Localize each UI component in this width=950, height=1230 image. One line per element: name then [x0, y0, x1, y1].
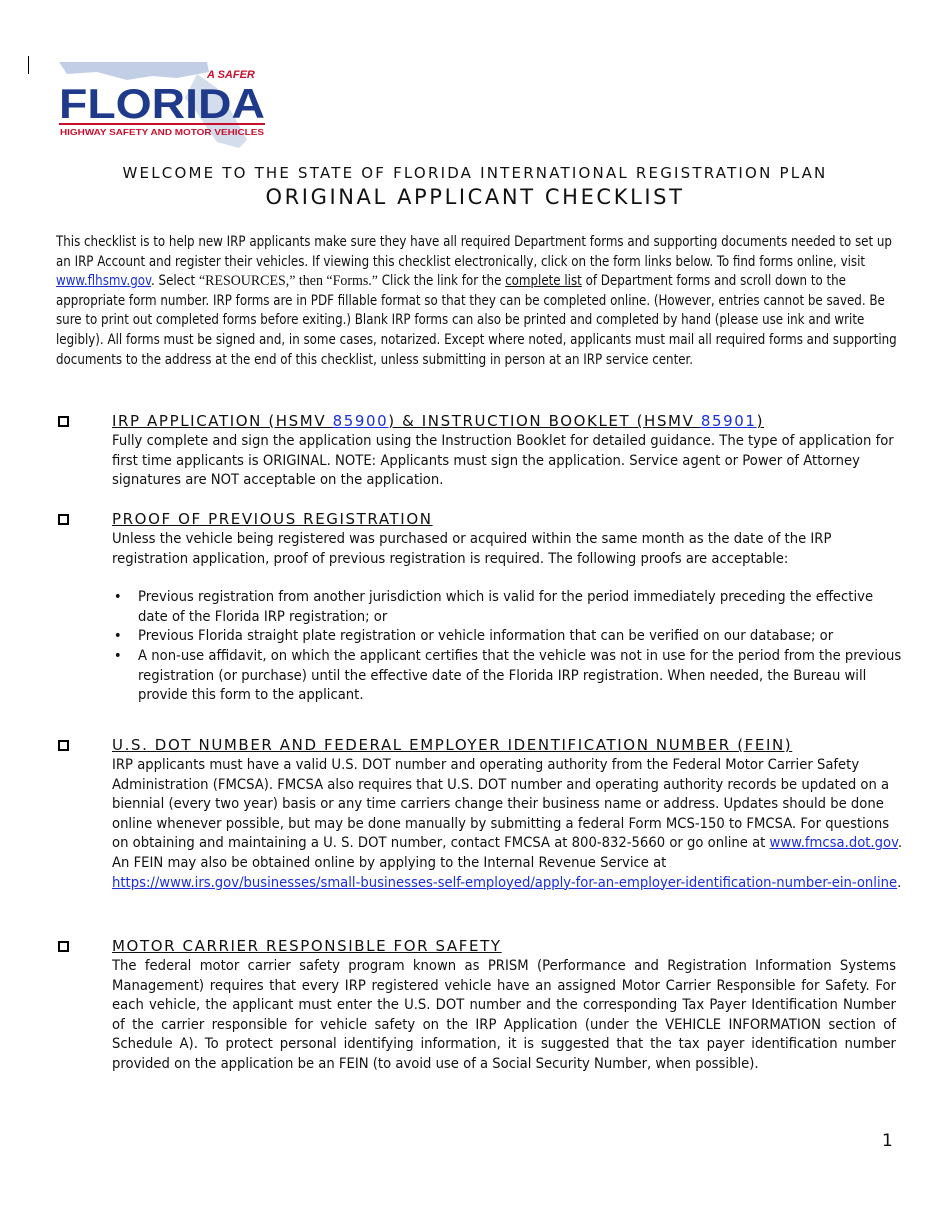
- flhsmv-link[interactable]: www.flhsmv.gov: [56, 273, 152, 290]
- page-number: 1: [882, 1131, 893, 1151]
- svg-text:HIGHWAY SAFETY AND MOTOR VEHIC: HIGHWAY SAFETY AND MOTOR VEHICLES: [60, 127, 265, 137]
- section-body: The federal motor carrier safety program known as PRISM (Performance and Registration Information Systems Management) requires that every IRP registered vehicle have an assigned Motor Carrier Responsible for Safety. For each vehicle, the applicant must enter the U.S. DOT number and the corresponding Tax Payer Identification Number of the carrier responsible for vehicle safety on the IRP Application (under the VEHICLE INFORMATION section of Schedule A). To protect personal identifying information, it is suggested that the tax payer identification number provided on the application be an FEIN (to avoid use of a Social Security Number, when possible).: [112, 958, 896, 1072]
- list-item: • Previous registration from another jurisdiction which is valid for the period immediately preceding the effective date of the Florida IRP registration; or: [138, 588, 902, 627]
- section-body: [112, 756, 903, 893]
- heading-text: ): [756, 412, 765, 430]
- intro-text: Click the link for the: [377, 273, 506, 290]
- resources-text: “RESOURCES,” then “Forms.”: [198, 273, 378, 290]
- svg-text:A SAFER: A SAFER: [207, 69, 255, 81]
- intro-text: This checklist is to help new IRP applicants make sure they have all required Department forms and supporting documents needed to set up an IRP Account and register their vehicles. If viewing this checklist electronically, click on the form links below. To find forms online, visit: [56, 234, 892, 270]
- intro-paragraph: [56, 233, 898, 370]
- section-heading: [112, 412, 764, 430]
- checkbox[interactable]: [58, 416, 69, 427]
- section-body: [112, 530, 903, 706]
- proof-list: [112, 588, 903, 706]
- heading-text: IRP APPLICATION (HSMV: [112, 412, 333, 430]
- checkbox[interactable]: [58, 740, 69, 751]
- complete-list-link[interactable]: complete list: [505, 273, 582, 290]
- irs-ein-link[interactable]: https://www.irs.gov/businesses/small-businesses-self-employed/apply-for-an-employer-identification-number-ein-online: [112, 874, 898, 891]
- svg-text:FLORIDA: FLORIDA: [59, 80, 265, 127]
- hsmv-85901-link[interactable]: 85901: [700, 412, 757, 430]
- list-item: • Previous Florida straight plate registration or vehicle information that can be verified on our database; or: [138, 627, 902, 647]
- section-text: Unless the vehicle being registered was purchased or acquired within the same month as the date of the IRP registration application, proof of previous registration is required. The following proofs are acceptable:: [112, 531, 832, 567]
- section-heading: MOTOR CARRIER RESPONSIBLE FOR SAFETY: [112, 937, 502, 955]
- section-heading: PROOF OF PREVIOUS REGISTRATION: [112, 510, 433, 528]
- section-text: . An FEIN may also be obtained online by applying to the Internal Revenue Service at: [112, 835, 903, 871]
- section-text: IRP applicants must have a valid U.S. DOT number and operating authority from the Federal Motor Carrier Safety Administration (FMCSA). FMCSA also requires that U.S. DOT number and operating authority records be updated on a biennial (every two year) basis or any time carriers change their business name or address. Updates should be done online whenever possible, but may be done manually by submitting a federal Form MCS-150 to FMCSA. For questions on obtaining and maintaining a U. S. DOT number, contact FMCSA at 800-832-5660 or go online at: [112, 757, 890, 852]
- hsmv-85900-link[interactable]: 85900: [332, 412, 389, 430]
- page-title: ORIGINAL APPLICANT CHECKLIST: [265, 185, 685, 209]
- section-body: Fully complete and sign the application using the Instruction Booklet for detailed guidance. The type of application for first time applicants is ORIGINAL. NOTE: Applicants must sign the application. Service agent or Power of Attorney signatures are NOT acceptable on the application.: [112, 433, 894, 489]
- flhsmv-logo: [57, 58, 269, 150]
- section-heading: U.S. DOT NUMBER AND FEDERAL EMPLOYER IDENTIFICATION NUMBER (FEIN): [112, 736, 793, 754]
- checkbox[interactable]: [58, 941, 69, 952]
- intro-text: of Department forms and scroll down to the appropriate form number. IRP forms are in PDF fillable format so that they can be completed online. (However, entries cannot be saved. Be sure to print out completed forms before exiting.) Blank IRP forms can also be printed and completed by hand (please use ink and write legibly). All forms must be signed and, in some cases, notarized. Except where noted, applicants must mail all required forms and supporting documents to the address at the end of this checklist, unless submitting in person at an IRP service center.: [56, 273, 897, 368]
- text-cursor: [28, 56, 29, 74]
- fmcsa-link[interactable]: www.fmcsa.dot.gov: [769, 835, 898, 852]
- checkbox[interactable]: [58, 514, 69, 525]
- welcome-heading: WELCOME TO THE STATE OF FLORIDA INTERNATIONAL REGISTRATION PLAN: [122, 164, 828, 182]
- heading-text: ) & INSTRUCTION BOOKLET (HSMV: [388, 412, 701, 430]
- section-text: .: [897, 874, 902, 891]
- intro-text: . Select: [151, 273, 199, 290]
- list-item: • A non-use affidavit, on which the applicant certifies that the vehicle was not in use for the period from the previous registration (or purchase) until the effective date of the Florida IRP registration. When needed, the Bureau will provide this form to the applicant.: [138, 647, 902, 706]
